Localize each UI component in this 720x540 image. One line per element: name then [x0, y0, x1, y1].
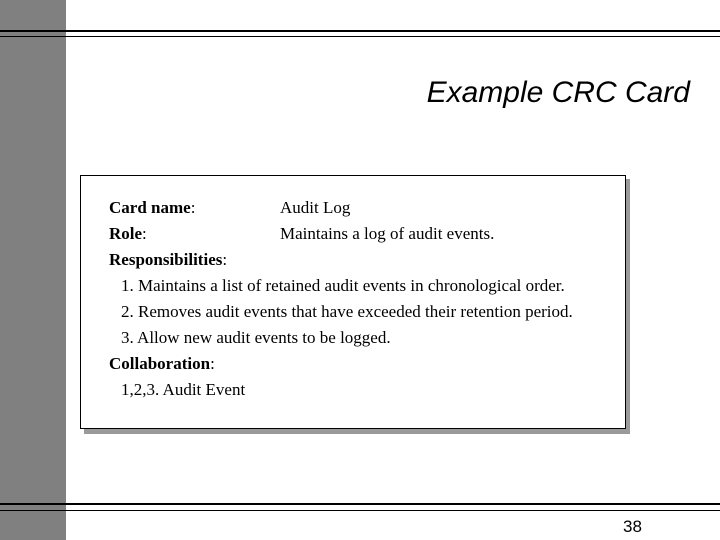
collaboration-colon: :	[210, 354, 215, 373]
card-name-value: Audit Log	[280, 198, 351, 217]
card-name-colon: :	[190, 198, 196, 217]
top-rule-2	[0, 36, 720, 37]
responsibility-item: 2. Removes audit events that have exceeded their retention period.	[121, 302, 573, 321]
bottom-rule-2	[0, 510, 720, 511]
responsibility-item: 3. Allow new audit events to be logged.	[121, 328, 391, 347]
collaboration-row	[109, 354, 215, 374]
card-name-label: Card name	[109, 198, 191, 217]
top-rule-1	[0, 30, 720, 32]
bottom-rule-1	[0, 503, 720, 505]
role-colon: :	[142, 224, 147, 243]
card-name-row	[109, 198, 351, 218]
left-sidebar-bar	[0, 0, 66, 540]
collaboration-item: 1,2,3. Audit Event	[121, 380, 246, 399]
role-label: Role	[109, 224, 143, 243]
slide-title: Example CRC Card	[426, 76, 690, 109]
responsibilities-row	[109, 250, 227, 270]
collaboration-label: Collaboration	[109, 354, 211, 373]
responsibilities-label: Responsibilities	[109, 250, 223, 269]
page-number: 38	[623, 517, 642, 536]
responsibilities-colon: :	[222, 250, 228, 269]
role-row	[109, 224, 495, 244]
crc-card	[80, 175, 626, 429]
role-value: Maintains a log of audit events.	[280, 224, 495, 243]
responsibility-item: 1. Maintains a list of retained audit events in chronological order.	[121, 276, 565, 295]
